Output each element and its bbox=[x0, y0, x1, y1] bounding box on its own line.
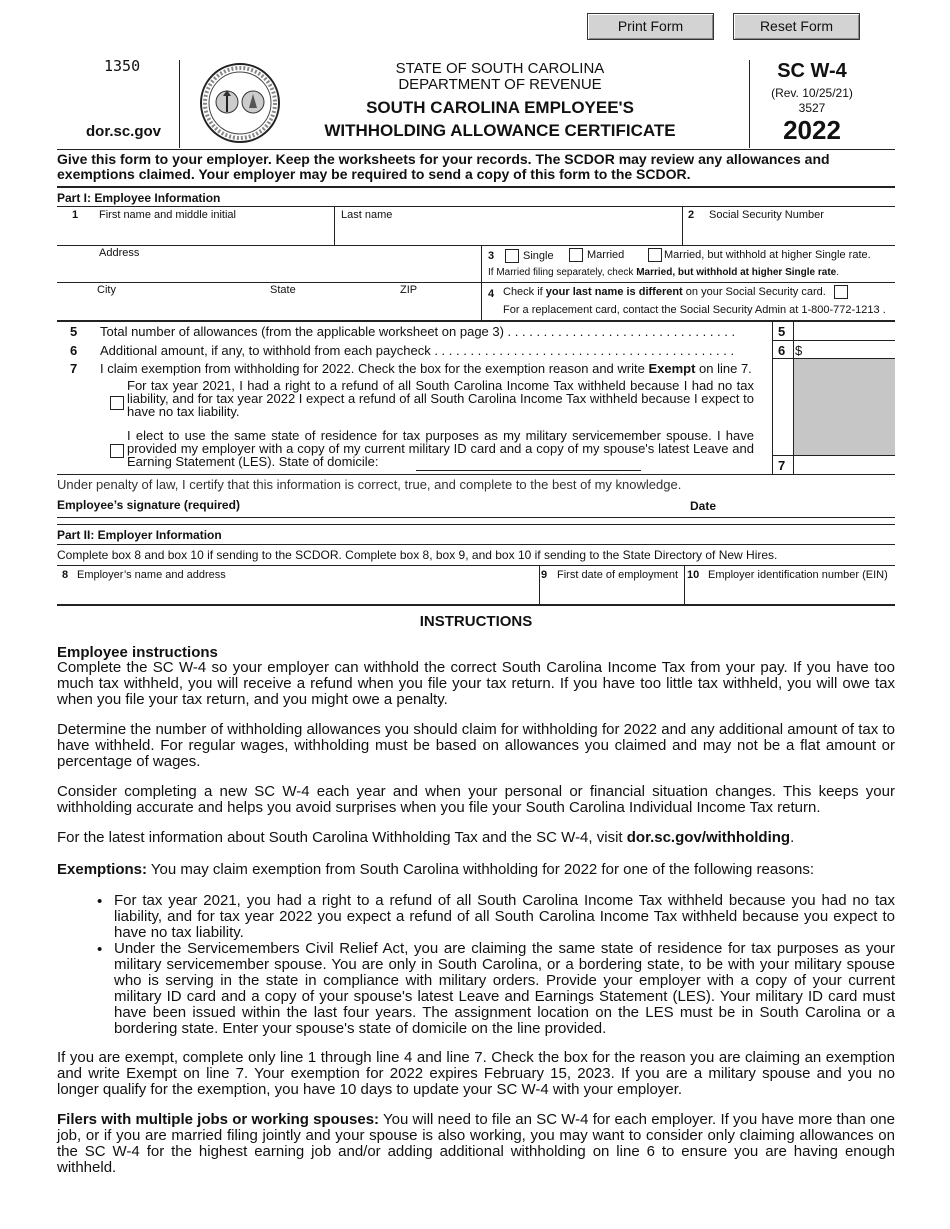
divider bbox=[57, 245, 895, 246]
single-checkbox[interactable] bbox=[505, 249, 519, 263]
bullet-icon: • bbox=[97, 941, 103, 958]
replacement-card-note: For a replacement card, contact the Social Security Admin at 1-800-772-1213 . bbox=[503, 304, 886, 316]
allowances-field[interactable] bbox=[795, 322, 895, 339]
employee-instructions-heading: Employee instructions bbox=[57, 644, 218, 661]
ein-label: Employer identification number (EIN) bbox=[708, 569, 888, 581]
date-label: Date bbox=[690, 499, 717, 513]
paragraph bbox=[57, 1112, 895, 1176]
p4-text: For the latest information about South Carolina Withholding Tax and the SC W-4, visit bbox=[57, 829, 627, 846]
form-code: 1350 bbox=[104, 57, 141, 75]
married-note-end: . bbox=[836, 267, 840, 278]
city-label: City bbox=[97, 284, 116, 296]
form-title-line2: WITHHOLDING ALLOWANCE CERTIFICATE bbox=[324, 121, 676, 140]
name-different-label bbox=[503, 286, 826, 298]
paragraph bbox=[57, 830, 895, 846]
name-different-checkbox[interactable] bbox=[834, 285, 848, 299]
first-date-label: First date of employment bbox=[557, 569, 679, 581]
divider bbox=[481, 245, 482, 321]
divider bbox=[57, 186, 895, 188]
line-number: 8 bbox=[62, 569, 69, 581]
paragraph: Determine the number of withholding allowances you should claim for withholding for 2022 and any additional amount of tax to have withheld. For regular wages, withholding must be based on allowances you claimed and may not be a flat amount or percentage of wages. bbox=[57, 721, 895, 770]
first-name-field[interactable] bbox=[57, 218, 334, 244]
shaded-area bbox=[794, 359, 895, 455]
line-number: 6 bbox=[70, 343, 78, 358]
line-number: 3 bbox=[488, 250, 495, 262]
married-note bbox=[488, 267, 839, 278]
line7-end: on line 7. bbox=[695, 361, 752, 376]
line7-bold: Exempt bbox=[648, 361, 696, 376]
withholding-link[interactable]: dor.sc.gov/withholding bbox=[626, 829, 791, 846]
divider bbox=[682, 206, 683, 246]
married-higher-checkbox[interactable] bbox=[648, 248, 662, 262]
married-note-text: If Married filing separately, check bbox=[488, 267, 637, 278]
line5-label: Total number of allowances (from the applicable worksheet on page 3) . . . . . . . . . . . . . . . . . . . . . . . . . . . . . . . . bbox=[100, 324, 736, 339]
ssn-field[interactable] bbox=[684, 218, 895, 244]
line-number: 5 bbox=[778, 324, 786, 339]
exemption-refund-label: For tax year 2021, I had a right to a refund of all South Carolina Income Tax withheld because I had no tax liability, and for tax year 2022 I expect a refund of all South Carolina Income Tax withheld because I expect to have no tax liability. bbox=[127, 378, 754, 419]
ssn-label: Social Security Number bbox=[709, 209, 824, 221]
divider bbox=[684, 565, 685, 605]
signature-label: Employee’s signature (required) bbox=[57, 498, 240, 512]
line-number: 10 bbox=[687, 569, 700, 581]
line7-text: I claim exemption from withholding for 2022. Check the box for the exemption reason and write bbox=[100, 361, 649, 376]
city-state-zip-field[interactable] bbox=[57, 296, 480, 320]
form-number: 3527 bbox=[798, 101, 826, 115]
line7-label bbox=[100, 361, 752, 376]
domicile-line[interactable] bbox=[416, 470, 641, 471]
p4-end: . bbox=[790, 829, 795, 846]
penalty-statement: Under penalty of law, I certify that this information is correct, true, and complete to the best of my knowledge. bbox=[57, 477, 682, 492]
instructions-heading: INSTRUCTIONS bbox=[419, 613, 533, 630]
married-label: Married bbox=[587, 249, 625, 261]
line-number: 5 bbox=[70, 324, 78, 339]
state-seal-icon bbox=[199, 62, 281, 144]
additional-amount-field[interactable] bbox=[805, 341, 895, 358]
married-note-bold: Married, but withhold at higher Single rate bbox=[636, 267, 837, 278]
print-form-button[interactable]: Print Form bbox=[587, 13, 714, 40]
divider bbox=[57, 544, 895, 545]
paragraph: Complete the SC W-4 so your employer can withhold the correct South Carolina Income Tax from your pay. If you have too much tax withheld, you will receive a refund when you file your tax return. If you have too little tax withheld, you will owe tax when you file your tax return, and you might owe a penalty. bbox=[57, 659, 895, 708]
line-number: 2 bbox=[688, 209, 695, 221]
reset-form-button[interactable]: Reset Form bbox=[733, 13, 860, 40]
divider bbox=[179, 60, 180, 148]
revision-date: (Rev. 10/25/21) bbox=[771, 86, 853, 100]
divider bbox=[57, 149, 895, 150]
exemption-military-label: I elect to use the same state of residence for tax purposes as my military servicemember spouse. I have provided my employer with a copy of my current military ID card and a copy of my spouse's latest Leave and Earning Statement (LES). State of domicile: bbox=[127, 428, 754, 469]
part2-title: Part II: Employer Information bbox=[57, 528, 222, 542]
zip-label: ZIP bbox=[400, 284, 418, 296]
ein-field[interactable] bbox=[686, 582, 895, 604]
tax-year: 2022 bbox=[783, 115, 841, 145]
p7-text: You will need to file an SC W-4 for each employer. If you have more than one job, or if you are married filing jointly and your spouse is also working, you may want to consider only claiming allowances on the SC W-4 for the highest earning job and/or adding additional withholding on line 6 to ensure you are having enough withheld. bbox=[57, 1111, 895, 1176]
divider bbox=[57, 206, 895, 207]
state-name: STATE OF SOUTH CAROLINA bbox=[395, 60, 605, 77]
department-name: DEPARTMENT OF REVENUE bbox=[398, 76, 602, 93]
exemptions-bold: Exemptions: bbox=[57, 861, 148, 878]
married-higher-label: Married, but withhold at higher Single rate. bbox=[664, 249, 871, 261]
divider bbox=[539, 565, 540, 605]
paragraph: If you are exempt, complete only line 1 through line 4 and line 7. Check the box for the reason you are claiming an exemption and write Exempt on line 7. Your exemption for 2022 expires February 15, 2023. If you are a military spouse and you no longer qualify for the exemption, you have 10 days to update your SC W-4 with your employer. bbox=[57, 1049, 895, 1098]
single-label: Single bbox=[523, 250, 554, 262]
married-checkbox[interactable] bbox=[569, 248, 583, 262]
bullet-icon: • bbox=[97, 893, 103, 910]
divider bbox=[57, 565, 895, 566]
name-diff-end: on your Social Security card. bbox=[682, 286, 826, 298]
form-title-line1: SOUTH CAROLINA EMPLOYEE'S bbox=[366, 98, 634, 117]
divider bbox=[57, 282, 895, 283]
divider bbox=[57, 320, 895, 322]
form-id: SC W-4 bbox=[777, 60, 847, 82]
bullet-item: For tax year 2021, you had a right to a refund of all South Carolina Income Tax withheld because you had no tax liability, and for tax year 2022 you expect a refund of all South Carolina Income Tax withheld because you expect to have no tax liability. bbox=[114, 892, 895, 941]
divider bbox=[749, 60, 750, 148]
first-date-field[interactable] bbox=[541, 582, 683, 604]
divider bbox=[57, 524, 895, 525]
intro-text: Give this form to your employer. Keep the worksheets for your records. The SCDOR may review any allowances and exemptions claimed. Your employer may be required to send a copy of this form to the SCDOR. bbox=[57, 151, 830, 182]
first-name-label: First name and middle initial bbox=[99, 209, 236, 221]
part1-title: Part I: Employee Information bbox=[57, 191, 221, 205]
line-number: 7 bbox=[778, 458, 786, 473]
employer-name-field[interactable] bbox=[57, 582, 538, 604]
paragraph bbox=[57, 862, 895, 878]
website: dor.sc.gov bbox=[86, 123, 162, 140]
p5-text: You may claim exemption from South Carolina withholding for 2022 for one of the following reasons: bbox=[147, 861, 815, 878]
multiple-jobs-bold: Filers with multiple jobs or working spouses: bbox=[57, 1111, 380, 1128]
name-diff-text: Check if bbox=[503, 286, 546, 298]
address-field[interactable] bbox=[57, 258, 480, 282]
bullet-item: Under the Servicemembers Civil Relief Act, you are claiming the same state of residence for tax purposes as your military servicemember spouse. You are only in South Carolina, or a bordering state, to be with your military spouse who is serving in the state in compliance with military orders. Provide your employer with a copy of your current military ID card and a copy of your spouse's latest Leave and Earnings Statement (LES). Your military ID card must have been issued within the last four years. The assignment location on the LES must be in South Carolina or a bordering state. Enter your spouse's state of domicile on the line provided. bbox=[114, 940, 895, 1037]
state-label: State bbox=[270, 284, 296, 296]
exemption-refund-checkbox[interactable] bbox=[110, 396, 124, 410]
last-name-field[interactable] bbox=[336, 218, 681, 244]
employer-name-label: Employer’s name and address bbox=[77, 569, 226, 581]
address-label: Address bbox=[99, 247, 140, 259]
divider bbox=[57, 474, 895, 475]
divider bbox=[57, 517, 895, 518]
last-name-label: Last name bbox=[341, 209, 393, 221]
line-number: 6 bbox=[778, 343, 786, 358]
divider bbox=[334, 206, 335, 246]
name-diff-bold: your last name is different bbox=[545, 286, 683, 298]
exempt-field[interactable] bbox=[795, 456, 895, 474]
divider bbox=[57, 604, 895, 606]
part2-note: Complete box 8 and box 10 if sending to the SCDOR. Complete box 8, box 9, and box 10 if sending to the State Directory of New Hires. bbox=[57, 548, 778, 562]
line6-label: Additional amount, if any, to withhold from each paycheck . . . . . . . . . . . . . . . . . . . . . . . . . . . . . . . . . . . . . . . . . . bbox=[100, 343, 735, 358]
dollar-sign: $ bbox=[795, 343, 803, 358]
divider bbox=[772, 320, 773, 475]
line-number: 1 bbox=[72, 209, 79, 221]
line-number: 7 bbox=[70, 361, 78, 376]
line-number: 9 bbox=[541, 569, 548, 581]
exemption-military-checkbox[interactable] bbox=[110, 444, 124, 458]
paragraph: Consider completing a new SC W-4 each year and when your personal or financial situation changes. This keeps your withholding accurate and helps you avoid surprises when you file your South Carolina Individual Income Tax return. bbox=[57, 783, 895, 816]
signature-field[interactable] bbox=[300, 494, 680, 516]
line-number: 4 bbox=[488, 288, 495, 300]
